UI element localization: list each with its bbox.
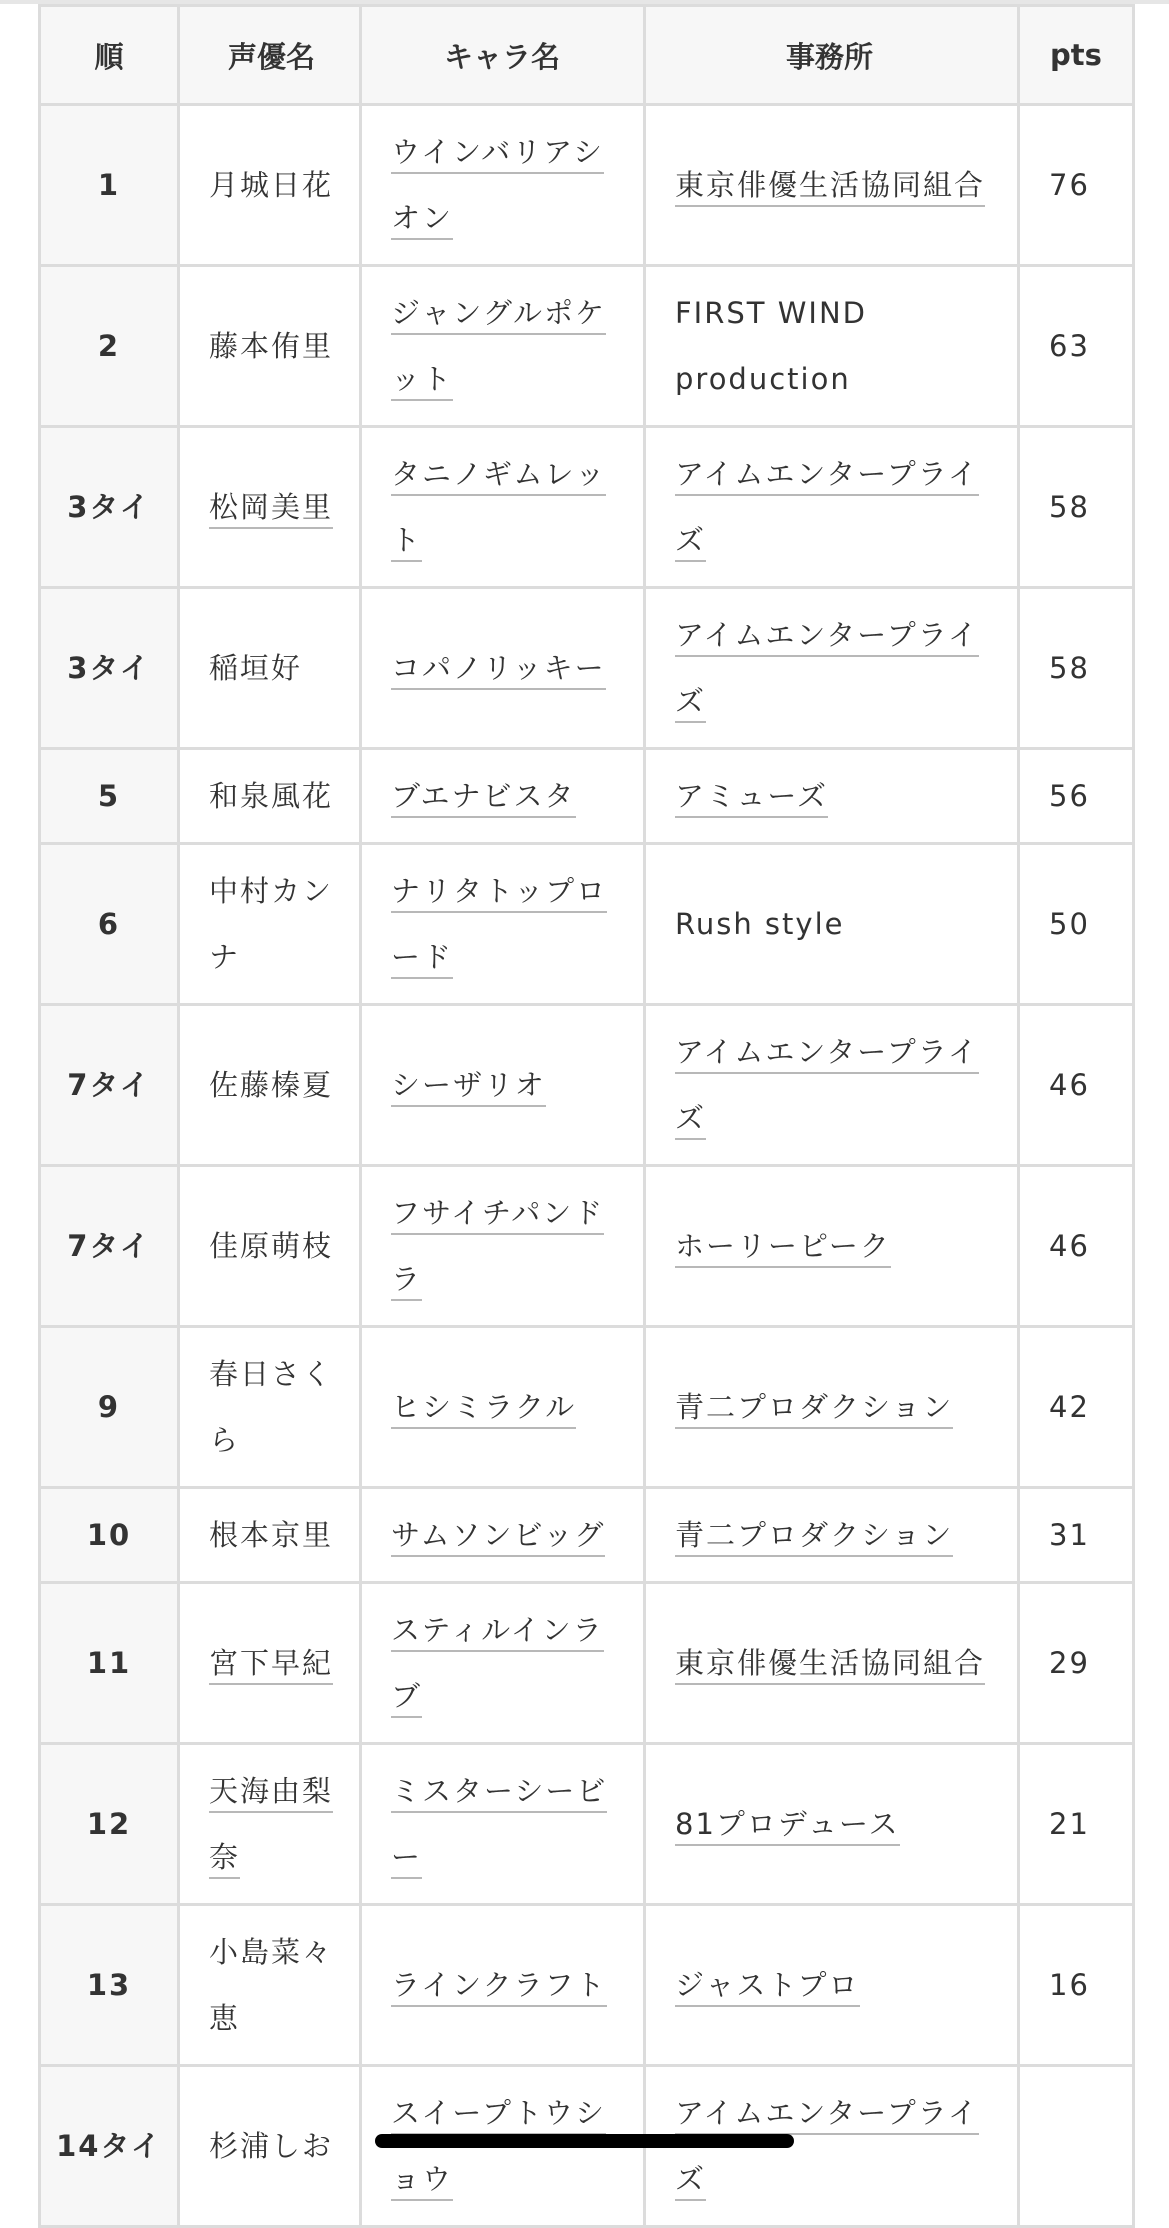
agency-link[interactable]: アイムエンタープライズ [675,457,979,562]
voice-actor-name: 春日さくら [209,1357,334,1457]
voice-actor-name: 佳原萌枝 [209,1229,334,1263]
character-link[interactable]: ミスターシービー [391,1774,607,1879]
voice-actor-cell [179,588,361,749]
character-cell [361,427,645,588]
agency-cell [645,1583,1019,1744]
agency-link[interactable]: 青二プロダクション [675,1518,953,1557]
character-cell [361,1905,645,2066]
points-cell: 29 [1019,1583,1134,1744]
home-indicator-bar[interactable] [375,2134,794,2148]
header-agency: 事務所 [645,6,1019,105]
points-cell: 21 [1019,1744,1134,1905]
character-link[interactable]: ジャングルポケット [391,296,606,401]
voice-actor-link[interactable]: 松岡美里 [209,490,333,529]
table-row [40,1005,1134,1166]
agency-link[interactable]: 青二プロダクション [675,1390,953,1429]
rank-cell: 14タイ [40,2066,179,2227]
agency-link[interactable]: 81プロデュース [675,1807,900,1846]
voice-actor-name: 月城日花 [209,168,334,202]
points-cell [1019,2066,1134,2227]
points-cell: 58 [1019,588,1134,749]
voice-actor-name: 杉浦しお [209,2129,334,2163]
agency-cell [645,588,1019,749]
table-row [40,844,1134,1005]
character-cell [361,844,645,1005]
agency-cell [645,266,1019,427]
table-row [40,1488,1134,1583]
points-cell: 31 [1019,1488,1134,1583]
agency-cell [645,749,1019,844]
voice-actor-name: 藤本侑里 [209,329,334,363]
voice-actor-cell [179,1583,361,1744]
voice-actor-cell [179,266,361,427]
voice-actor-cell [179,749,361,844]
points-cell: 50 [1019,844,1134,1005]
rank-cell: 11 [40,1583,179,1744]
character-link[interactable]: シーザリオ [391,1068,546,1107]
agency-link[interactable]: 東京俳優生活協同組合 [675,1646,985,1685]
character-cell [361,1744,645,1905]
agency-name: Rush style [675,907,845,941]
character-cell [361,1583,645,1744]
character-link[interactable]: サムソンビッグ [391,1518,605,1557]
rank-cell: 9 [40,1327,179,1488]
agency-cell [645,1327,1019,1488]
rank-cell: 6 [40,844,179,1005]
table-row [40,1905,1134,2066]
character-cell [361,749,645,844]
table-header-row [40,6,1134,105]
points-cell: 76 [1019,105,1134,266]
character-cell [361,105,645,266]
rank-cell: 12 [40,1744,179,1905]
table-row [40,1583,1134,1744]
agency-name: FIRST WIND production [675,296,867,396]
voice-actor-name: 佐藤榛夏 [209,1068,334,1102]
table-row [40,749,1134,844]
agency-cell [645,1005,1019,1166]
character-cell [361,588,645,749]
rank-cell: 7タイ [40,1166,179,1327]
rank-cell: 10 [40,1488,179,1583]
agency-cell [645,1905,1019,2066]
table-row [40,105,1134,266]
agency-cell [645,427,1019,588]
agency-link[interactable]: ジャストプロ [675,1968,860,2007]
points-cell: 42 [1019,1327,1134,1488]
table-row [40,1327,1134,1488]
voice-actor-link[interactable]: 宮下早紀 [209,1646,333,1685]
character-cell [361,1327,645,1488]
agency-cell [645,105,1019,266]
character-cell [361,1488,645,1583]
voice-actor-name: 根本京里 [209,1518,334,1552]
agency-link[interactable]: アミューズ [675,779,828,818]
points-cell: 46 [1019,1005,1134,1166]
table-row [40,1744,1134,1905]
rank-cell: 1 [40,105,179,266]
ranking-table [38,4,1135,2228]
voice-actor-cell [179,105,361,266]
agency-link[interactable]: ホーリーピーク [675,1229,891,1268]
character-cell [361,266,645,427]
agency-link[interactable]: 東京俳優生活協同組合 [675,168,985,207]
agency-link[interactable]: アイムエンタープライズ [675,2096,979,2201]
character-link[interactable]: ヒシミラクル [391,1390,576,1429]
rank-cell: 7タイ [40,1005,179,1166]
table-row [40,1166,1134,1327]
agency-link[interactable]: アイムエンタープライズ [675,618,979,723]
character-link[interactable]: タニノギムレット [391,457,606,562]
voice-actor-cell [179,1744,361,1905]
points-cell: 46 [1019,1166,1134,1327]
character-link[interactable]: ウインバリアシオン [391,135,604,240]
voice-actor-link[interactable]: 天海由梨奈 [209,1774,333,1879]
voice-actor-name: 稲垣好 [209,651,303,685]
character-link[interactable]: ブエナビスタ [391,779,576,818]
character-cell [361,1166,645,1327]
character-link[interactable]: スティルインラブ [391,1613,604,1718]
agency-cell [645,1166,1019,1327]
table-row [40,427,1134,588]
voice-actor-name: 和泉風花 [209,779,334,813]
voice-actor-name: 中村カンナ [209,874,334,974]
points-cell: 63 [1019,266,1134,427]
header-character: キャラ名 [361,6,645,105]
voice-actor-cell [179,1005,361,1166]
character-link[interactable]: フサイチパンドラ [391,1196,604,1301]
agency-link[interactable]: アイムエンタープライズ [675,1035,979,1140]
voice-actor-cell [179,1166,361,1327]
voice-actor-cell [179,1327,361,1488]
rank-cell: 2 [40,266,179,427]
voice-actor-cell [179,1488,361,1583]
table-row [40,588,1134,749]
character-link[interactable]: コパノリッキー [391,651,606,690]
voice-actor-name: 小島菜々恵 [209,1935,334,2035]
rank-cell: 5 [40,749,179,844]
table-row [40,266,1134,427]
rank-cell: 3タイ [40,427,179,588]
points-cell: 16 [1019,1905,1134,2066]
points-cell: 58 [1019,427,1134,588]
rank-cell: 13 [40,1905,179,2066]
agency-cell [645,844,1019,1005]
header-voice-actor: 声優名 [179,6,361,105]
agency-cell [645,1744,1019,1905]
voice-actor-cell [179,427,361,588]
rank-cell: 3タイ [40,588,179,749]
header-points: pts [1019,6,1134,105]
ranking-table-container[interactable] [38,4,1132,2228]
agency-cell [645,1488,1019,1583]
character-cell [361,1005,645,1166]
voice-actor-cell [179,1905,361,2066]
voice-actor-cell [179,2066,361,2227]
character-link[interactable]: スイープトウショウ [391,2096,606,2201]
voice-actor-cell [179,844,361,1005]
header-rank: 順 [40,6,179,105]
character-link[interactable]: ラインクラフト [391,1968,607,2007]
points-cell: 56 [1019,749,1134,844]
character-link[interactable]: ナリタトップロード [391,874,607,979]
